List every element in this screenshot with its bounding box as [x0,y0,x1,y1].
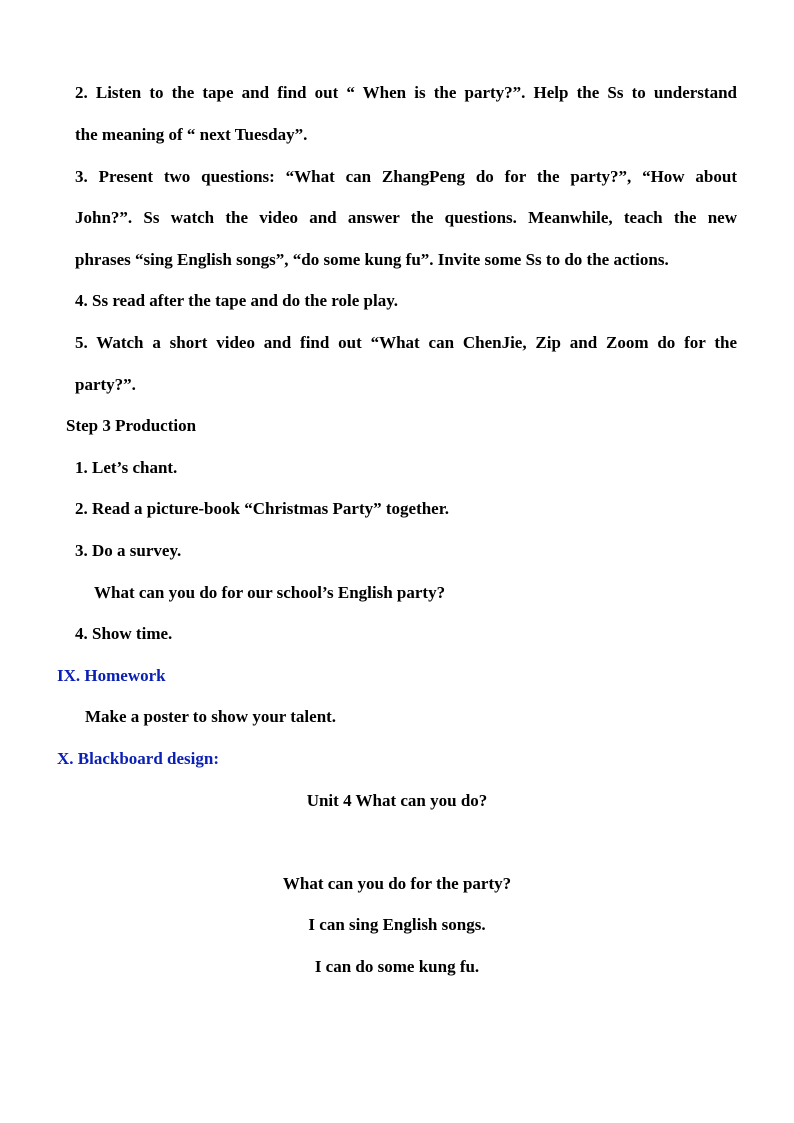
blackboard-heading: X. Blackboard design: [57,749,219,768]
step2-item3-line2: John?”. Ss watch the video and answer the questions. Meanwhile, teach the new [75,208,737,227]
step3-item4: 4. Show time. [75,624,173,643]
blackboard-question: What can you do for the party? [282,874,512,893]
homework-heading: IX. Homework [57,666,166,685]
blackboard-answer2: I can do some kung fu. [314,957,480,976]
blackboard-title: Unit 4 What can you do? [306,791,488,810]
step3-item2: 2. Read a picture-book “Christmas Party” together. [75,499,449,518]
step3-item1: 1. Let’s chant. [75,458,178,477]
step2-item2-line2: the meaning of “ next Tuesday”. [75,125,308,144]
homework-text: Make a poster to show your talent. [85,707,337,726]
step2-item5-line2: party?”. [75,375,136,394]
step2-item3-line3: phrases “sing English songs”, “do some kung fu”. Invite some Ss to do the actions. [75,250,669,269]
step2-item5-line1: 5. Watch a short video and find out “What can ChenJie, Zip and Zoom do for the [75,333,737,352]
step3-item3-question: What can you do for our school’s English party? [94,583,446,602]
blackboard-answer1: I can sing English songs. [308,915,486,934]
step2-item2-line1: 2. Listen to the tape and find out “ When is the party?”. Help the Ss to understand [75,83,737,102]
step3-item3: 3. Do a survey. [75,541,182,560]
step2-item4: 4. Ss read after the tape and do the role play. [75,291,399,310]
step3-title: Step 3 Production [66,416,197,435]
step2-item3-line1: 3. Present two questions: “What can ZhangPeng do for the party?”, “How about [75,167,737,186]
